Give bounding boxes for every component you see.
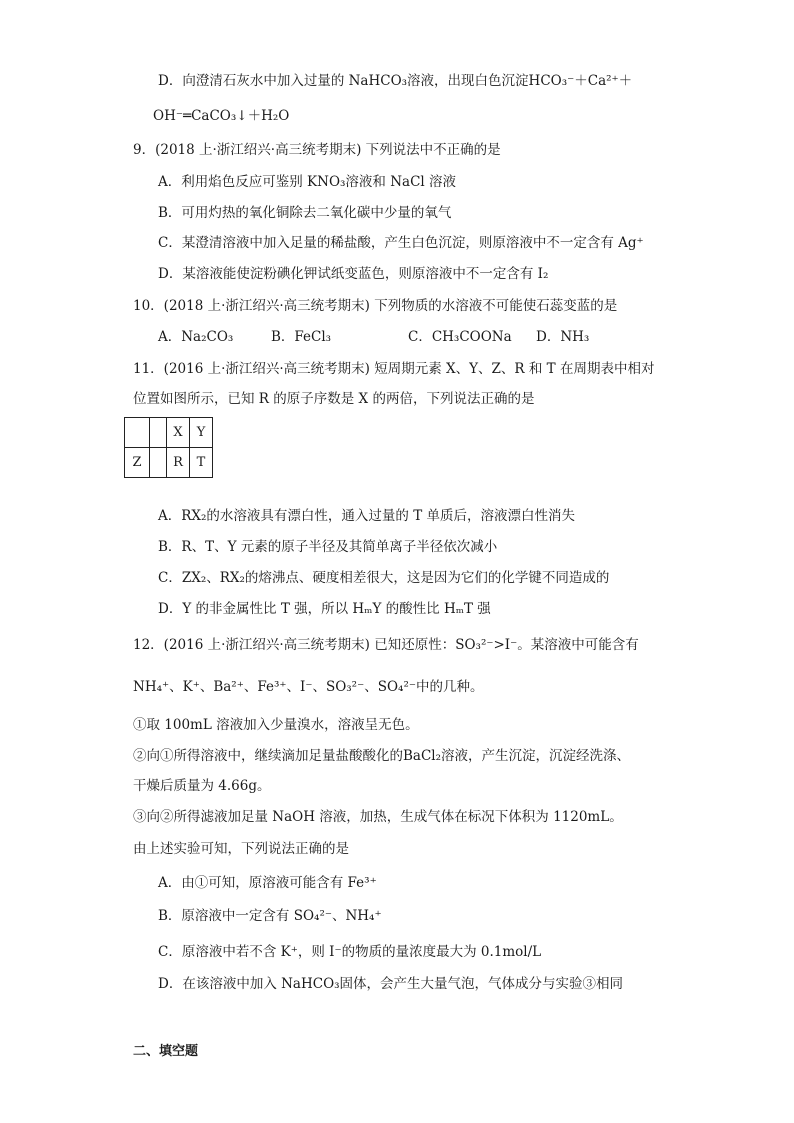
table-row (125, 448, 213, 478)
q12-option-b: B．原溶液中一定含有 SO₄²⁻、NH₄⁺ (158, 908, 382, 924)
q8-option-d-line1: D．向澄清石灰水中加入过量的 NaHCO₃溶液，出现白色沉淀HCO₃⁻＋Ca²⁺＋ (158, 73, 633, 89)
q9-option-a: A．利用焰色反应可鉴别 KNO₃溶液和 NaCl 溶液 (158, 174, 457, 190)
periodic-table-grid (124, 417, 213, 478)
q12-option-a: A．由①可知，原溶液可能含有 Fe³⁺ (158, 875, 377, 891)
q11-stem-line2: 位置如图所示，已知 R 的原子序数是 X 的两倍，下列说法正确的是 (133, 391, 535, 407)
q10-options (158, 328, 589, 346)
table-cell: X (167, 418, 190, 448)
q8-option-d-line2: OH⁻═CaCO₃↓＋H₂O (153, 108, 290, 124)
q9-option-b: B．可用灼热的氧化铜除去二氧化碳中少量的氧气 (158, 205, 452, 221)
q12-conclusion: 由上述实验可知，下列说法正确的是 (133, 841, 349, 857)
q12-step-2: ②向①所得溶液中，继续滴加足量盐酸酸化的BaCl₂溶液，产生沉淀，沉淀经洗涤、 (133, 748, 631, 764)
q12-step-2-cont: 干燥后质量为 4.66g。 (133, 778, 271, 794)
q12-stem-line1: 12．(2016 上·浙江绍兴·高三统考期末) 已知还原性：SO₃²⁻>I⁻。某溶液中可能含有 (133, 637, 639, 653)
q11-option-c: C．ZX₂、RX₂的熔沸点、硬度相差很大，这是因为它们的化学键不同造成的 (158, 570, 610, 586)
q10-option-c: C．CH₃COONa (408, 329, 512, 345)
table-cell: R (167, 448, 190, 478)
q9-stem: 9．(2018 上·浙江绍兴·高三统考期末) 下列说法中不正确的是 (133, 142, 501, 158)
table-cell: Z (125, 448, 150, 478)
q9-option-d: D．某溶液能使淀粉碘化钾试纸变蓝色，则原溶液中不一定含有 I₂ (158, 266, 549, 282)
q10-option-b: B．FeCl₃ (271, 329, 332, 345)
q11-stem-line1: 11．(2016 上·浙江绍兴·高三统考期末) 短周期元素 X、Y、Z、R 和 T 在周期表中相对 (133, 361, 655, 377)
q12-step-1: ①取 100mL 溶液加入少量溴水，溶液呈无色。 (133, 717, 419, 733)
q11-option-d: D．Y 的非金属性比 T 强，所以 HₘY 的酸性比 HₘT 强 (158, 601, 491, 617)
q12-stem-line2: NH₄⁺、K⁺、Ba²⁺、Fe³⁺、I⁻、SO₃²⁻、SO₄²⁻中的几种。 (133, 679, 484, 695)
table-cell (150, 448, 167, 478)
section-heading: 二、填空题 (133, 1044, 199, 1059)
table-cell (125, 418, 150, 448)
table-cell: Y (190, 418, 213, 448)
q10-option-a: A．Na₂CO₃ (158, 329, 234, 345)
q12-step-3: ③向②所得滤液加足量 NaOH 溶液，加热，生成气体在标况下体积为 1120mL。 (133, 809, 623, 825)
q12-option-c: C．原溶液中若不含 K⁺，则 I⁻的物质的量浓度最大为 0.1mol/L (158, 944, 542, 960)
q11-option-a: A．RX₂的水溶液具有漂白性，通入过量的 T 单质后，溶液漂白性消失 (158, 508, 576, 524)
q10-option-d: D．NH₃ (536, 329, 590, 345)
table-cell (150, 418, 167, 448)
table-row (125, 418, 213, 448)
table-cell: T (190, 448, 213, 478)
q11-option-b: B．R、T、Y 元素的原子半径及其简单离子半径依次减小 (158, 539, 498, 555)
q10-stem: 10．(2018 上·浙江绍兴·高三统考期末) 下列物质的水溶液不可能使石蕊变蓝的是 (133, 298, 618, 314)
q12-option-d: D．在该溶液中加入 NaHCO₃固体，会产生大量气泡，气体成分与实验③相同 (158, 976, 624, 992)
q9-option-c: C．某澄清溶液中加入足量的稀盐酸，产生白色沉淀，则原溶液中不一定含有 Ag⁺ (158, 235, 644, 251)
